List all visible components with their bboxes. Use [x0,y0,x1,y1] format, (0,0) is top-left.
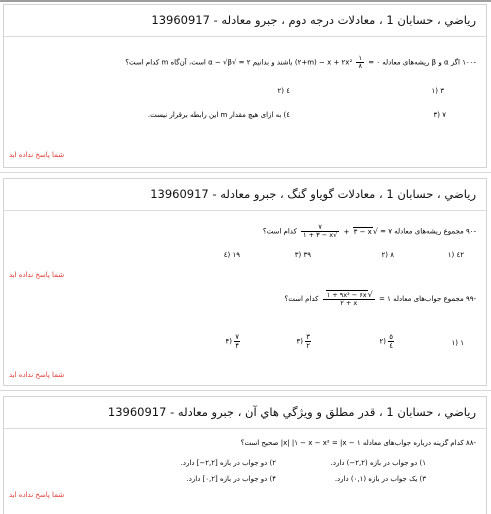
question-card-3 [3,396,487,514]
option-1[interactable]: ١ (١ [451,339,464,347]
option-1[interactable]: ١) دو جواب در بازه (٢,٢−) دارد. [330,459,426,467]
option-2[interactable]: ٤ (٢ [277,87,290,95]
card-header: رياضي ، حسابان 1 ، قدر مطلق و ويژگي هاي آن ، جبرو معادله - 13960917 [107,405,476,419]
option-2[interactable]: ٢) دو جواب در بازه [٢,٢−] دارد. [180,459,276,467]
fraction: $\frac{٧}{√x - ٣ + ١}$ [303,223,338,239]
question-text: -٩٩ مجموع جواب‌های معادله ١ = $\frac{\text{√٩x² − ۶x + ١}}{x + ٢}$ كدام است؟ [284,290,476,307]
option-2[interactable]: ٨ (٢ [381,251,394,259]
option-4[interactable]: $\frac{٧}{۴}$ (۴ [225,333,239,350]
question-text: -١٠٠ اگر α و β ریشه‌های معادله ۰ = $\frac{١}{٨}$ x + ۲x² − (m+٢) باشند و بدانیم ٢ = √α − √β است، آن‌گاه m كدام است؟ [125,54,476,70]
top-border [0,0,491,2]
option-4[interactable]: ٤) به ازای هیچ مقدار m این رابطه برقرار نیست. [147,111,290,119]
option-1[interactable]: ٣ (١ [431,87,444,95]
option-4[interactable]: ۴) دو جواب در بازه [٠,٢] دارد. [186,475,276,483]
option-3[interactable]: $\frac{٣}{٢}$ (٣ [296,333,310,350]
option-3[interactable]: ٣٩ (٣ [294,251,311,259]
question-card-1 [3,4,487,168]
fraction: $\frac{\text{√٩x² − ۶x + ١}}{x + ٢}$ [323,291,375,307]
question-text: -٩٠ مجموع ریشه‌های معادله ٧ = √x − ٣ + $\frac{٧}{√x - ٣ + ١}$ كدام است؟ [262,223,476,239]
option-2[interactable]: $\frac{٥}{٤}$ (٢ [379,333,393,350]
unanswered-status: شما پاسخ نداده اید [9,491,65,499]
fraction: $\frac{١}{٨}$ [358,54,362,70]
option-3[interactable]: ٣) یک جواب در بازه (٠,١) دارد. [334,475,426,483]
unanswered-status: شما پاسخ نداده اید [9,371,65,379]
option-4[interactable]: ١٩ (٤ [223,251,240,259]
card-header: رياضي ، حسابان 1 ، معادلات درجه دوم ، جبرو معادله - 13960917 [151,13,476,27]
option-1[interactable]: ٤٢ (١ [447,251,464,259]
question-text: -٨٨ کدام گزینه درباره جواب‌های معادله ١ − x − x² = |x − ١| |x| صحیح است؟ [240,439,476,447]
option-3[interactable]: ٧ (٣ [433,111,446,119]
card-header: رياضي ، حسابان 1 ، معادلات گویاو گنگ ، جبرو معادله - 13960917 [150,187,476,201]
question-card-2 [3,178,487,386]
unanswered-status: شما پاسخ نداده اید [9,151,65,159]
unanswered-status: شما پاسخ نداده اید [9,271,65,279]
